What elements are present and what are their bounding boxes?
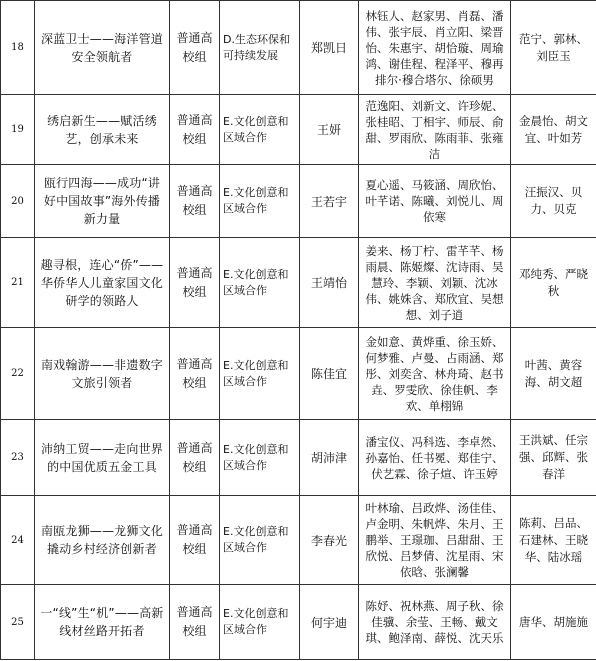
category-cell: E.文化创意和区域合作	[220, 95, 300, 165]
category-cell: E.文化创意和区域合作	[220, 496, 300, 585]
advisor-cell: 陈莉、吕品、石建林、王晓华、陆冰瑶	[511, 496, 596, 585]
category-cell: E.文化创意和区域合作	[220, 165, 300, 238]
project-title: 一“线”生“机”——高新线材丝路开拓者	[35, 585, 170, 660]
category-cell: E.文化创意和区域合作	[220, 420, 300, 496]
group-cell: 普通高校组	[170, 95, 220, 165]
leader-cell: 陈佳宜	[300, 328, 359, 420]
leader-cell: 郑凯日	[300, 1, 359, 95]
members-cell: 陈妤、祝林燕、周子秋、徐佳骥、余莹、王畅、戴文琪、鲍泽南、薛悦、沈天乐	[359, 585, 511, 660]
category-cell: E.文化创意和区域合作	[220, 328, 300, 420]
table-row	[1, 95, 596, 165]
table-row	[1, 1, 596, 95]
members-cell: 潘宝仪、冯科选、李卓然、孙嘉怡、任书冕、郑佳宁、伏艺霖、徐子煊、许玉婷	[359, 420, 511, 496]
group-cell: 普通高校组	[170, 420, 220, 496]
row-number: 25	[1, 585, 35, 660]
advisor-cell: 范宁、郭林、刘臣玉	[511, 1, 596, 95]
advisor-cell: 唐华、胡施施	[511, 585, 596, 660]
advisor-cell: 王洪斌、任宗强、邱辉、张春洋	[511, 420, 596, 496]
advisor-cell: 汪振汉、贝力、贝克	[511, 165, 596, 238]
members-cell: 姜来、杨丁柠、雷芊芊、杨雨晨、陈姬燦、沈诗雨、吴慧玲、李颖、刘颖、沈冰伟、姚姝含、郑欣宜、吴想想、刘子逍	[359, 238, 511, 328]
project-title: 南瓯龙狮——龙狮文化撬动乡村经济创新者	[35, 496, 170, 585]
group-cell: 普通高校组	[170, 165, 220, 238]
leader-cell: 何宇迪	[300, 585, 359, 660]
table-row	[1, 238, 596, 328]
project-title: 南戏翰游——非遗数字文旅引领者	[35, 328, 170, 420]
project-title: 沛纳工贸——走向世界的中国优质五金工具	[35, 420, 170, 496]
leader-cell: 胡沛津	[300, 420, 359, 496]
leader-cell: 王妍	[300, 95, 359, 165]
row-number: 22	[1, 328, 35, 420]
row-number: 18	[1, 1, 35, 95]
category-cell: D.生态环保和可持续发展	[220, 1, 300, 95]
row-number: 20	[1, 165, 35, 238]
table-row	[1, 496, 596, 585]
advisor-cell: 邓纯秀、严晓秋	[511, 238, 596, 328]
project-title: 瓯行四海——成功“讲好中国故事”海外传播新力量	[35, 165, 170, 238]
table-row	[1, 165, 596, 238]
advisor-cell: 金晨怡、胡文宜、叶如芳	[511, 95, 596, 165]
members-cell: 林钰人、赵家男、肖磊、潘伟、张宇辰、肖立阳、梁晋怡、朱惠宇、胡恰璇、周瑜鸿、谢佳程、程泽平、穆再排尔·穆合塔尔、徐硕男	[359, 1, 511, 95]
category-cell: E.文化创意和区域合作	[220, 585, 300, 660]
group-cell: 普通高校组	[170, 496, 220, 585]
members-cell: 金如意、黄烨重、徐玉娇、何梦雅、卢曼、占雨涵、郑彤、刘奕含、林舟琦、赵书垚、罗雯欣、徐佳帆、李欢、单栩锦	[359, 328, 511, 420]
members-cell: 叶林瑜、吕政烨、汤佳佳、卢金明、朱帆烨、朱月、王鹏举、王璟珈、吕甜甜、王欣悦、吕梦倩、沈星雨、宋依晗、张澜馨	[359, 496, 511, 585]
project-title: 深蓝卫士——海洋管道安全领航者	[35, 1, 170, 95]
project-title: 趣寻根，连心“侨”——华侨华人儿童家国文化研学的领路人	[35, 238, 170, 328]
row-number: 23	[1, 420, 35, 496]
table-row	[1, 328, 596, 420]
row-number: 19	[1, 95, 35, 165]
table-row	[1, 585, 596, 660]
members-cell: 夏心遥、马筱涵、周欣怡、叶芊诺、陈曦、刘悦儿、周依寒	[359, 165, 511, 238]
category-cell: E.文化创意和区域合作	[220, 238, 300, 328]
leader-cell: 李春光	[300, 496, 359, 585]
members-cell: 范逸阳、刘新文、许珍妮、张桂昭、丁相宇、师辰、俞甜、罗雨欣、陈雨菲、张雍洁	[359, 95, 511, 165]
leader-cell: 王若宇	[300, 165, 359, 238]
advisor-cell: 叶茜、黄容海、胡文超	[511, 328, 596, 420]
project-title: 绣启新生——赋活绣艺，创承未来	[35, 95, 170, 165]
table-row	[1, 420, 596, 496]
leader-cell: 王靖怡	[300, 238, 359, 328]
row-number: 21	[1, 238, 35, 328]
group-cell: 普通高校组	[170, 238, 220, 328]
row-number: 24	[1, 496, 35, 585]
group-cell: 普通高校组	[170, 328, 220, 420]
group-cell: 普通高校组	[170, 585, 220, 660]
group-cell: 普通高校组	[170, 1, 220, 95]
